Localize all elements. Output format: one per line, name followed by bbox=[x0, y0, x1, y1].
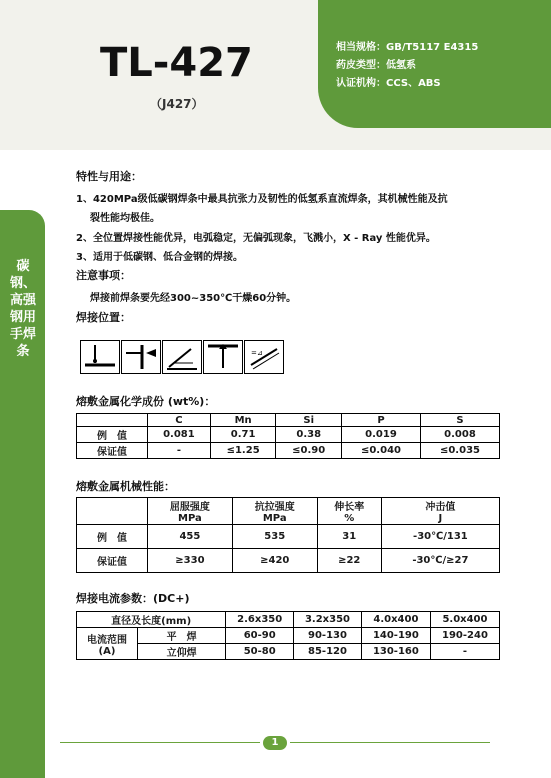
vertical-icon bbox=[203, 340, 243, 374]
current-cell: 50-80 bbox=[226, 644, 294, 660]
mech-header-impact-label: 冲击值 bbox=[425, 502, 456, 513]
mech-header-impact-unit: J bbox=[438, 513, 443, 524]
table-row bbox=[77, 525, 500, 549]
table-row bbox=[77, 628, 500, 644]
feature-item-1-cont: 裂性能均极佳。 bbox=[90, 213, 160, 224]
current-position-label: 立仰焊 bbox=[138, 644, 226, 660]
chem-cell: 0.71 bbox=[210, 427, 276, 443]
notes-heading: 注意事项： bbox=[76, 269, 131, 282]
chem-cell: ≤0.035 bbox=[420, 443, 499, 459]
chem-header-si: Si bbox=[276, 414, 342, 427]
chem-heading: 熔敷金属化学成份 (wt%)： bbox=[76, 395, 216, 408]
current-range-label-1: 电流范围 bbox=[87, 634, 127, 646]
mech-cell: ≥22 bbox=[317, 549, 381, 573]
flat-weld-icon bbox=[80, 340, 120, 374]
table-row bbox=[77, 549, 500, 573]
chem-row-label: 例 值 bbox=[77, 427, 148, 443]
mech-cell: 31 bbox=[317, 525, 381, 549]
spec-standard: 相当规格：GB/T5117 E4315 bbox=[336, 42, 479, 53]
mech-header-row bbox=[77, 498, 500, 525]
feature-item-2: 2、全位置焊接性能优异，电弧稳定，无偏弧现象，飞溅小，X - Ray 性能优异。 bbox=[76, 233, 436, 244]
positions-heading: 焊接位置： bbox=[76, 311, 131, 324]
product-title: TL-427 bbox=[100, 40, 253, 86]
mech-header-tensile bbox=[232, 498, 317, 525]
overhead-icon bbox=[244, 340, 284, 374]
mech-cell: 535 bbox=[232, 525, 317, 549]
current-cell: 85-120 bbox=[294, 644, 362, 660]
mech-cell: -30℃/≥27 bbox=[381, 549, 499, 573]
table-row bbox=[77, 427, 500, 443]
mech-header-yield-label: 屈服强度 bbox=[169, 502, 210, 513]
current-cell: 90-130 bbox=[294, 628, 362, 644]
chem-cell: ≤0.040 bbox=[342, 443, 421, 459]
current-position-label: 平 焊 bbox=[138, 628, 226, 644]
mech-cell: ≥420 bbox=[232, 549, 317, 573]
chem-cell: ≤0.90 bbox=[276, 443, 342, 459]
mech-header-yield bbox=[148, 498, 233, 525]
mech-header-yield-unit: MPa bbox=[178, 513, 202, 524]
chem-header-empty bbox=[77, 414, 148, 427]
current-range-label-2: (A) bbox=[98, 645, 116, 657]
current-size: 2.6x350 bbox=[226, 612, 294, 628]
current-header-row bbox=[77, 612, 500, 628]
feature-item-1: 1、420MPa级低碳钢焊条中最具抗张力及韧性的低氢系直流焊条，其机械性能及抗 bbox=[76, 194, 448, 205]
features-heading: 特性与用途： bbox=[76, 170, 142, 183]
current-cell: 190-240 bbox=[430, 628, 499, 644]
mech-header-elongation bbox=[317, 498, 381, 525]
current-cell: 130-160 bbox=[361, 644, 430, 660]
mech-header-impact bbox=[381, 498, 499, 525]
table-row bbox=[77, 644, 500, 660]
current-range-label bbox=[77, 628, 138, 660]
mech-cell: ≥330 bbox=[148, 549, 233, 573]
vertical-up-icon bbox=[162, 340, 202, 374]
mech-header-tensile-label: 抗拉强度 bbox=[254, 502, 295, 513]
mech-table bbox=[76, 497, 500, 573]
chem-cell: 0.38 bbox=[276, 427, 342, 443]
chem-header-c: C bbox=[148, 414, 211, 427]
chem-cell: - bbox=[148, 443, 211, 459]
product-subtitle: （J427） bbox=[150, 97, 204, 111]
chem-cell: ≤1.25 bbox=[210, 443, 276, 459]
mech-heading: 熔敷金属机械性能： bbox=[76, 480, 175, 493]
chem-header-s: S bbox=[420, 414, 499, 427]
current-cell: 140-190 bbox=[361, 628, 430, 644]
category-label: 碳钢、高强钢用手焊条 bbox=[10, 259, 37, 359]
chem-row-label: 保证值 bbox=[77, 443, 148, 459]
mech-row-label: 例 值 bbox=[77, 525, 148, 549]
current-size: 4.0x400 bbox=[361, 612, 430, 628]
chem-cell: 0.019 bbox=[342, 427, 421, 443]
chem-cell: 0.081 bbox=[148, 427, 211, 443]
notes-text: 焊接前焊条要先经300~350℃干燥60分钟。 bbox=[90, 293, 297, 304]
chem-header-row bbox=[77, 414, 500, 427]
table-row bbox=[77, 443, 500, 459]
mech-header-empty bbox=[77, 498, 148, 525]
chem-table bbox=[76, 413, 500, 459]
mech-header-tensile-unit: MPa bbox=[262, 513, 287, 524]
spec-certification: 认证机构：CCS、ABS bbox=[336, 78, 441, 89]
mech-header-elongation-label: 伸长率 bbox=[334, 502, 365, 513]
mech-cell: 455 bbox=[148, 525, 233, 549]
spec-coating: 药皮类型：低氢系 bbox=[336, 60, 416, 71]
current-heading: 焊接电流参数：(DC+) bbox=[76, 592, 190, 605]
feature-item-3: 3、适用于低碳钢、低合金钢的焊接。 bbox=[76, 252, 243, 263]
current-size: 3.2x350 bbox=[294, 612, 362, 628]
chem-cell: 0.008 bbox=[420, 427, 499, 443]
current-size: 5.0x400 bbox=[430, 612, 499, 628]
current-cell: - bbox=[430, 644, 499, 660]
current-header-label: 直径及长度(mm) bbox=[77, 612, 226, 628]
footer-line-left bbox=[60, 742, 260, 743]
chem-header-p: P bbox=[342, 414, 421, 427]
current-table bbox=[76, 611, 500, 660]
mech-header-elongation-unit: % bbox=[344, 513, 355, 524]
horizontal-fillet-icon bbox=[121, 340, 161, 374]
footer-line-right bbox=[290, 742, 490, 743]
welding-positions bbox=[80, 340, 284, 374]
mech-cell: -30℃/131 bbox=[381, 525, 499, 549]
mech-row-label: 保证值 bbox=[77, 549, 148, 573]
chem-header-mn: Mn bbox=[210, 414, 276, 427]
svg-text:=⊿: =⊿ bbox=[251, 349, 263, 357]
current-cell: 60-90 bbox=[226, 628, 294, 644]
page-number: 1 bbox=[263, 736, 287, 750]
